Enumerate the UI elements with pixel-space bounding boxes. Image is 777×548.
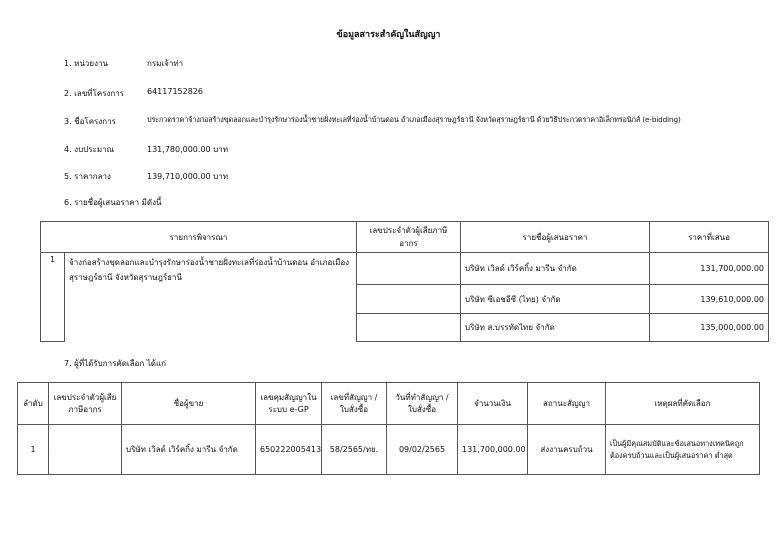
- median-price-label: 5. ราคากลาง: [64, 172, 111, 181]
- project-name-label: 3. ชื่อโครงการ: [64, 117, 116, 126]
- tax-id-cell: [357, 253, 461, 285]
- col-header: เลขประจำตัวผู้เสียภาษีอากร: [49, 383, 122, 425]
- table-header-row: [18, 383, 760, 425]
- median-price-value: 139,710,000.00 บาท: [147, 172, 229, 181]
- selected-table: [17, 382, 760, 475]
- selected-heading: 7. ผู้ที่ได้รับการคัดเลือก ได้แก่: [64, 359, 166, 368]
- contract-no: 58/2565/ทย.: [322, 425, 387, 475]
- page-title: ข้อมูลสาระสำคัญในสัญญา: [336, 30, 441, 40]
- budget-label: 4. งบประมาณ: [64, 145, 115, 154]
- col-header: ลำดับ: [18, 383, 49, 425]
- vendor-name: บริษัท เวิลด์ เวิร์คกิ้ง มารีน จำกัด: [122, 425, 256, 475]
- col-header: เลขคุมสัญญาในระบบ e-GP: [256, 383, 322, 425]
- selection-reason: เป็นผู้มีคุณสมบัติและข้อเสนอทางเทคนิคถูกต้องครบถ้วนและเป็นผู้เสนอราคา ต่ำสุด: [606, 425, 760, 475]
- col-header: รายชื่อผู้เสนอราคา: [461, 222, 650, 253]
- contract-date: 09/02/2565: [387, 425, 458, 475]
- col-header: เลขที่สัญญา / ใบสั่งซื้อ: [322, 383, 387, 425]
- table-row: [41, 253, 769, 285]
- bidder-name: บริษัท เวิลด์ เวิร์คกิ้ง มารีน จำกัด: [461, 253, 650, 285]
- item-desc: จ้างก่อสร้างขุดลอกและบำรุงรักษาร่องน้ำชายฝั่งทะเลที่ร่องน้ำบ้านดอน อำเภอเมืองสุราษฎร์ธานี จังหวัดสุราษฎร์ธานี: [65, 253, 357, 342]
- col-header: เหตุผลที่คัดเลือก: [606, 383, 760, 425]
- contract-amount: 131,700,000.00: [458, 425, 528, 475]
- project-no-label: 2. เลขที่โครงการ: [64, 89, 125, 98]
- item-no: 1: [41, 253, 65, 342]
- agency-value: กรมเจ้าท่า: [147, 59, 184, 68]
- col-header: เลขประจำตัวผู้เสียภาษีอากร: [357, 222, 461, 253]
- col-header: รายการพิจารณา: [41, 222, 357, 253]
- row-no: 1: [18, 425, 49, 475]
- tax-id-cell: [357, 314, 461, 342]
- bidders-table: [40, 221, 769, 342]
- project-no-value: 64117152826: [147, 87, 203, 96]
- egp-control-no: 650222005413: [256, 425, 322, 475]
- col-header: ราคาที่เสนอ: [650, 222, 769, 253]
- table-row: [18, 425, 760, 475]
- tax-id-cell: .: [49, 425, 122, 475]
- bid-price: 135,000,000.00: [650, 314, 769, 342]
- col-header: ชื่อผู้ขาย: [122, 383, 256, 425]
- col-header: สถานะสัญญา: [528, 383, 606, 425]
- budget-value: 131,780,000.00 บาท: [147, 145, 229, 154]
- col-header: วันที่ทำสัญญา / ใบสั่งซื้อ: [387, 383, 458, 425]
- contract-status: ส่งงานครบถ้วน: [528, 425, 606, 475]
- bidder-name: บริษัท ส.บรรทัดไทย จำกัด: [461, 314, 650, 342]
- bid-price: 139,610,000.00: [650, 285, 769, 314]
- agency-label: 1. หน่วยงาน: [64, 59, 108, 68]
- tax-id-cell: [357, 285, 461, 314]
- bid-price: 131,700,000.00: [650, 253, 769, 285]
- bidder-name: บริษัท ซีเอชอีซี (ไทย) จำกัด: [461, 285, 650, 314]
- col-header: จำนวนเงิน: [458, 383, 528, 425]
- project-name-value: ประกวดราคาจ้างก่อสร้างขุดลอกและบำรุงรักษาร่องน้ำชายฝั่งทะเลที่ร่องน้ำบ้านดอน อำเภอเมืองสุราษฎร์ธานี จังหวัดสุราษฎร์ธานี ด้วยวิธีประกวดราคาอิเล็กทรอนิกส์ (e-bidding): [147, 115, 681, 124]
- bidders-heading: 6. รายชื่อผู้เสนอราคา มีดังนี้: [64, 198, 162, 207]
- table-header-row: [41, 222, 769, 253]
